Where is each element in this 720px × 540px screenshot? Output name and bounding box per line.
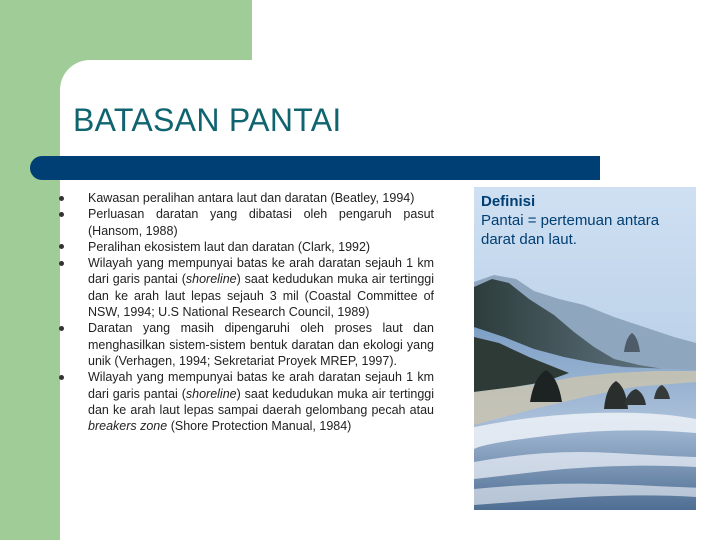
bullet-text: Perluasan daratan yang dibatasi oleh pengaruh pasut (Hansom, 1988) [88,207,434,238]
definition-line-1: Pantai = pertemuan antara [481,212,660,229]
bullet-text: (Shore Protection Manual, 1984) [167,419,352,434]
bullet-item [56,239,434,255]
bullet-italic-term: shoreline [185,386,237,401]
bullet-dot-icon [59,375,64,380]
bullet-text: Peralihan ekosistem laut dan daratan (Clark, 1992) [88,239,371,254]
definition-title: Definisi [481,193,536,210]
bullet-text: ) saat kedudukan muka air tertinggi dan ke arah laut lepas sampai daerah gelombang pecah atau [88,386,435,417]
bullet-dot-icon [59,212,64,217]
bullet-item [56,320,434,369]
bullet-dot-icon [59,196,64,201]
bullet-item [56,206,434,239]
bullet-item [56,190,434,206]
bullet-italic-term: breakers zone [88,419,168,434]
slide-title: BATASAN PANTAI [73,102,342,138]
bullet-italic-term: shoreline [185,272,237,287]
bullet-text: Kawasan peralihan antara laut dan daratan (Beatley, 1994) [88,191,415,205]
bullet-item [56,255,434,320]
bullet-dot-icon [59,261,64,266]
bullet-dot-icon [59,326,64,331]
title-underline-bar [30,156,600,180]
definition-block [481,192,659,249]
bullet-text: ) saat kedudukan muka air tertinggi dan ke arah laut lepas sejauh 3 mil (Coastal Committee of NSW, 1994; U.S National Research Council, 1989) [88,272,435,320]
bullet-dot-icon [59,244,64,249]
definition-line-2: darat dan laut. [481,231,577,248]
bullet-text: Daratan yang masih dipengaruhi oleh proses laut dan menghasilkan sistem-sistem bentuk daratan dan ekologi yang unik (Verhagen, 1994; Sekretariat Proyek MREP, 1997). [88,321,434,368]
bullet-text: Wilayah yang mempunyai batas ke arah daratan sejauh 1 km dari garis pantai ( [88,370,434,401]
bullet-item [56,369,434,434]
bullet-list [56,190,434,434]
bullet-text: Wilayah yang mempunyai batas ke arah daratan sejauh 1 km dari garis pantai ( [88,256,434,287]
